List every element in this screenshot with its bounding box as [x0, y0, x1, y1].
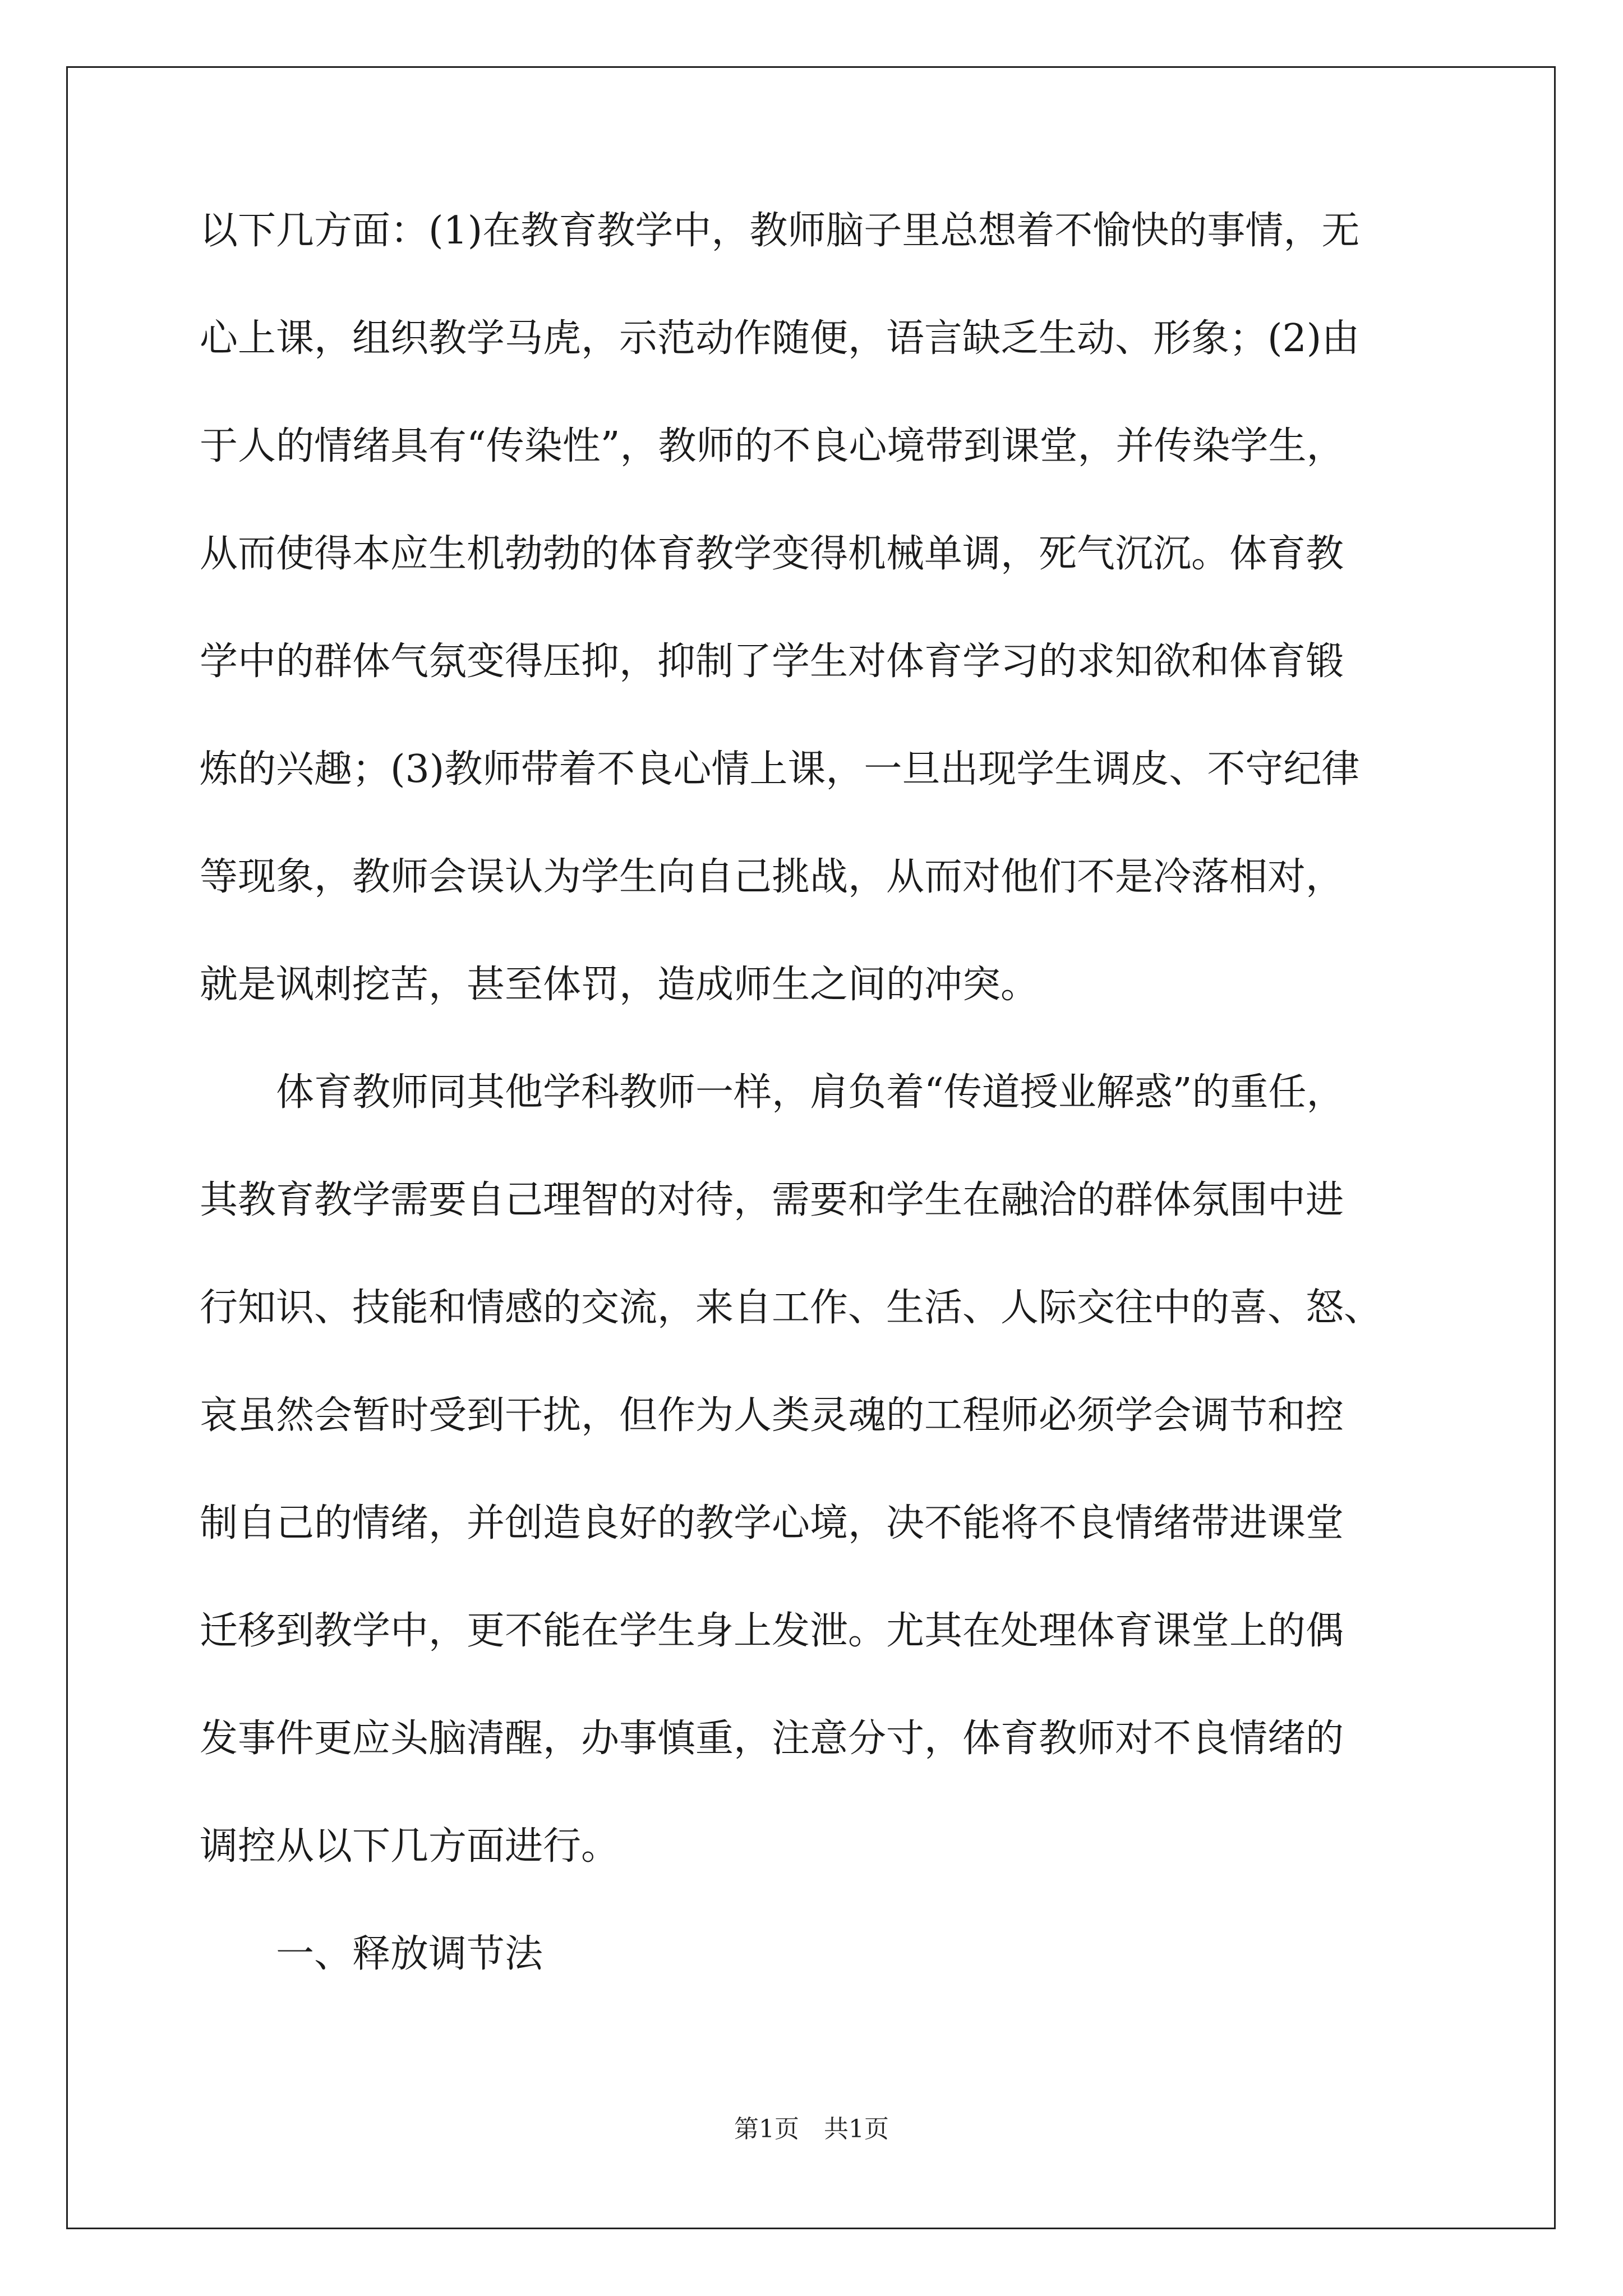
- text-line: 制自己的情绪，并创造良好的教学心境，决不能将不良情绪带进课堂: [200, 1501, 1344, 1545]
- text-line: 于人的情绪具有“传染性”，教师的不良心境带到课堂，并传染学生，: [200, 424, 1345, 468]
- text-line: 以下几方面：(1)在教育教学中，教师脑子里总想着不愉快的事情，无: [200, 209, 1360, 253]
- text-line: 行知识、技能和情感的交流，来自工作、生活、人际交往中的喜、怒、: [200, 1286, 1382, 1330]
- document-body: [200, 209, 1428, 2040]
- text-line: 从而使得本应生机勃勃的体育教学变得机械单调，死气沉沉。体育教: [200, 532, 1344, 576]
- section-heading: 一、释放调节法: [276, 1932, 543, 1976]
- text-line: 迁移到教学中，更不能在学生身上发泄。尤其在处理体育课堂上的偶: [200, 1609, 1344, 1653]
- text-line: 哀虽然会暂时受到干扰，但作为人类灵魂的工程师必须学会调节和控: [200, 1393, 1344, 1438]
- paragraph-start-line: 体育教师同其他学科教师一样，肩负着“传道授业解惑”的重任，: [276, 1070, 1345, 1115]
- page-number: 第1页 共1页: [734, 2115, 889, 2143]
- text-line: 发事件更应头脑清醒，办事慎重，注意分寸，体育教师对不良情绪的: [200, 1717, 1344, 1761]
- text-line: 就是讽刺挖苦，甚至体罚，造成师生之间的冲突。: [200, 963, 1039, 1007]
- text-line: 炼的兴趣；(3)教师带着不良心情上课，一旦出现学生调皮、不守纪律: [200, 747, 1360, 792]
- text-line: 等现象，教师会误认为学生向自己挑战，从而对他们不是冷落相对，: [200, 855, 1344, 899]
- text-line: 其教育教学需要自己理智的对待，需要和学生在融洽的群体氛围中进: [200, 1178, 1344, 1222]
- text-line: 心上课，组织教学马虎，示范动作随便，语言缺乏生动、形象；(2)由: [200, 316, 1360, 361]
- text-line: 调控从以下几方面进行。: [200, 1824, 620, 1869]
- text-line: 学中的群体气氛变得压抑，抑制了学生对体育学习的求知欲和体育锻: [200, 639, 1344, 684]
